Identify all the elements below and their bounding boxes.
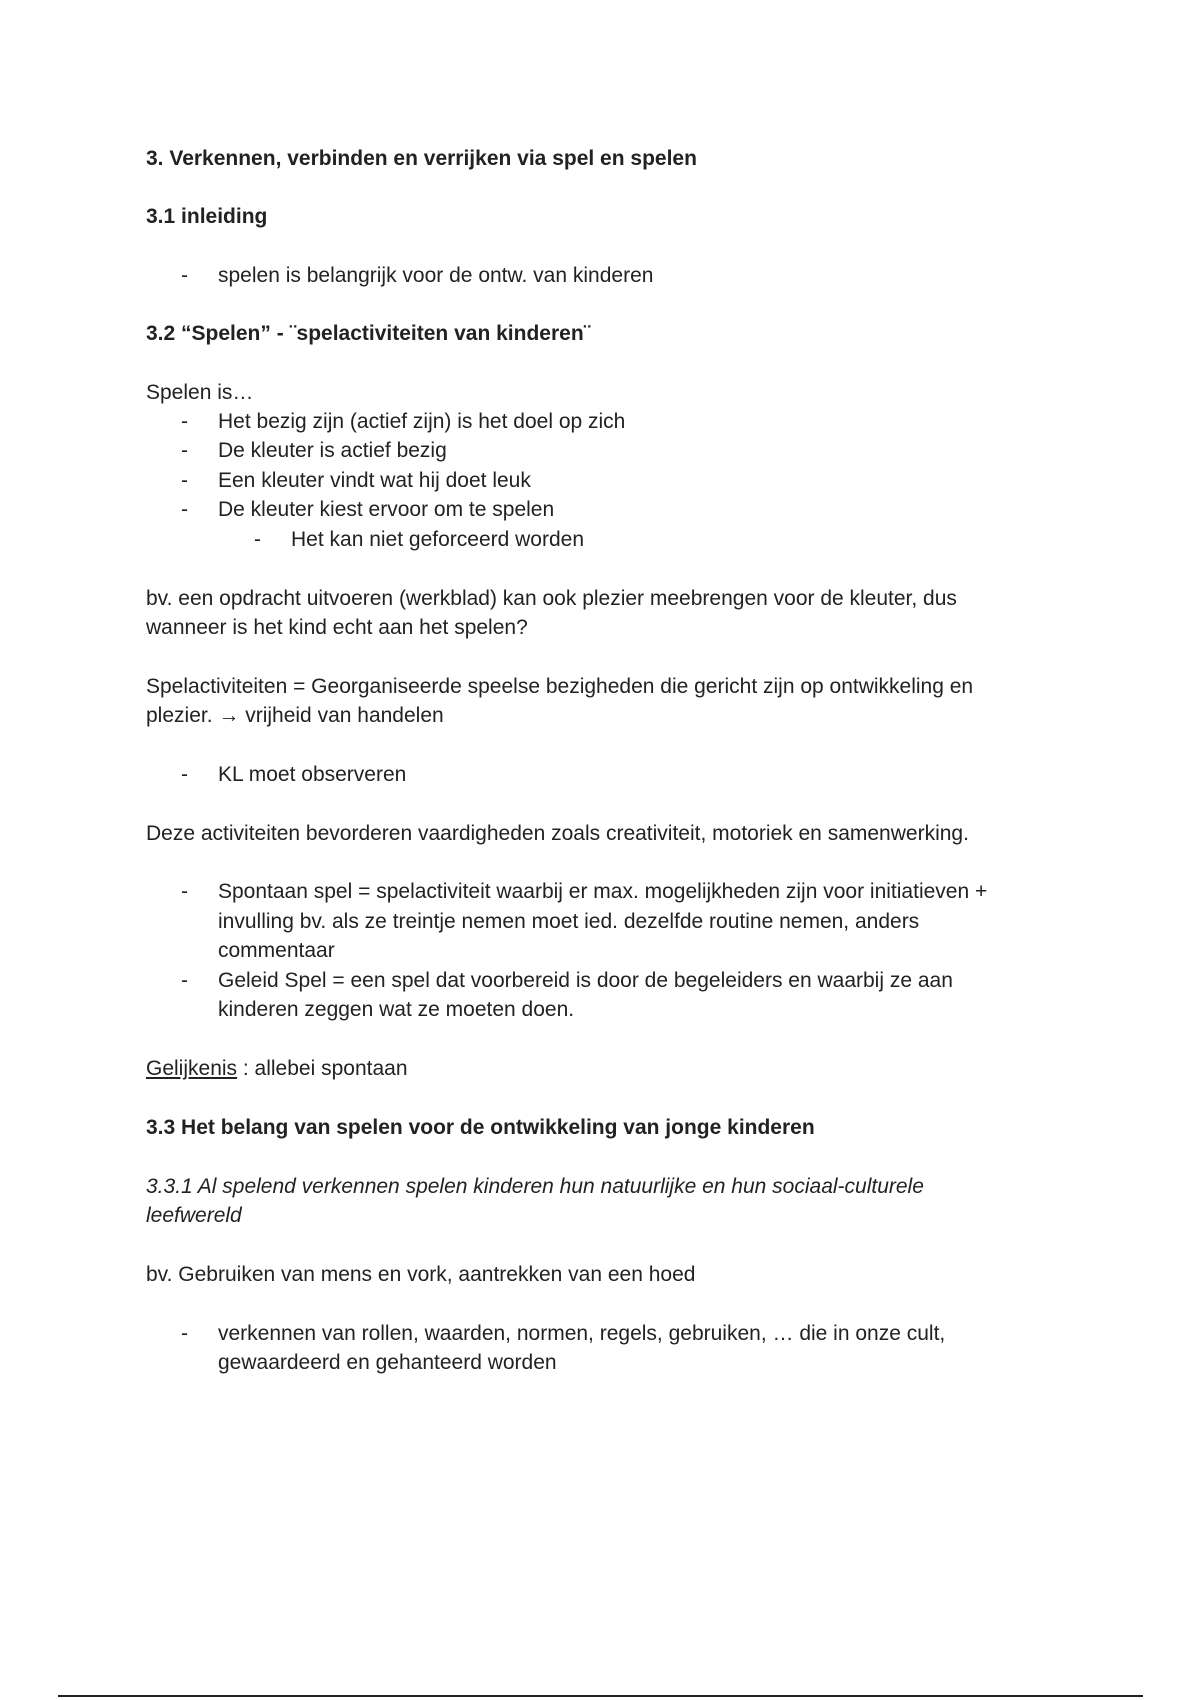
list-item: Een kleuter vindt wat hij doet leuk bbox=[218, 469, 531, 492]
bullet-dash: - bbox=[181, 763, 188, 786]
sub-list-item: Het kan niet geforceerd worden bbox=[291, 528, 585, 551]
paragraph-line: wanneer is het kind echt aan het spelen? bbox=[146, 616, 528, 639]
paragraph-line: bv. Gebruiken van mens en vork, aantrekken van een hoed bbox=[146, 1263, 696, 1286]
section-heading-3-3: 3.3 Het belang van spelen voor de ontwikkeling van jonge kinderen bbox=[146, 1116, 815, 1139]
paragraph-spelen-is: Spelen is… bbox=[146, 381, 254, 404]
subsection-heading-line: leefwereld bbox=[146, 1204, 242, 1227]
section-heading-3-1: 3.1 inleiding bbox=[146, 205, 268, 228]
chapter-heading: 3. Verkennen, verbinden en verrijken via spel en spelen bbox=[146, 147, 697, 170]
list-item-line: gewaardeerd en gehanteerd worden bbox=[218, 1351, 557, 1374]
bullet-dash: - bbox=[181, 880, 188, 903]
list-item-line: verkennen van rollen, waarden, normen, regels, gebruiken, … die in onze cult, bbox=[218, 1322, 946, 1345]
page-bottom-rule bbox=[58, 1695, 1143, 1697]
list-item-line: Geleid Spel = een spel dat voorbereid is door de begeleiders en waarbij ze aan bbox=[218, 969, 953, 992]
list-item-line: kinderen zeggen wat ze moeten doen. bbox=[218, 998, 575, 1021]
list-item: De kleuter is actief bezig bbox=[218, 439, 447, 462]
gelijkenis-line bbox=[146, 1055, 408, 1083]
list-item: KL moet observeren bbox=[218, 763, 407, 786]
bullet-dash: - bbox=[181, 498, 188, 521]
definition-line: Spelactiviteiten = Georganiseerde speelse bezigheden die gericht zijn op ontwikkeling en bbox=[146, 675, 974, 698]
list-item: De kleuter kiest ervoor om te spelen bbox=[218, 498, 555, 521]
bullet-dash: - bbox=[254, 528, 261, 551]
gelijkenis-text: : allebei spontaan bbox=[237, 1057, 408, 1080]
list-item-line: Spontaan spel = spelactiviteit waarbij er max. mogelijkheden zijn voor initiatieven + bbox=[218, 880, 988, 903]
bullet-dash: - bbox=[181, 469, 188, 492]
subsection-heading-line: 3.3.1 Al spelend verkennen spelen kinderen hun natuurlijke en hun sociaal-culturele bbox=[146, 1175, 924, 1198]
list-item-line: commentaar bbox=[218, 939, 335, 962]
bullet-dash: - bbox=[181, 439, 188, 462]
bullet-dash: - bbox=[181, 264, 188, 287]
list-item-line: invulling bv. als ze treintje nemen moet ied. dezelfde routine nemen, anders bbox=[218, 910, 920, 933]
list-item: spelen is belangrijk voor de ontw. van kinderen bbox=[218, 264, 654, 287]
list-item: Het bezig zijn (actief zijn) is het doel op zich bbox=[218, 410, 626, 433]
bullet-dash: - bbox=[181, 1322, 188, 1345]
paragraph-line: bv. een opdracht uitvoeren (werkblad) kan ook plezier meebrengen voor de kleuter, dus bbox=[146, 587, 957, 610]
section-heading-3-2: 3.2 “Spelen” - ¨spelactiviteiten van kinderen¨ bbox=[146, 322, 591, 345]
definition-line: plezier. → vrijheid van handelen bbox=[146, 704, 444, 727]
bullet-dash: - bbox=[181, 969, 188, 992]
gelijkenis-label: Gelijkenis bbox=[146, 1057, 238, 1080]
paragraph-line: Deze activiteiten bevorderen vaardigheden zoals creativiteit, motoriek en samenwerking. bbox=[146, 822, 969, 845]
bullet-dash: - bbox=[181, 410, 188, 433]
